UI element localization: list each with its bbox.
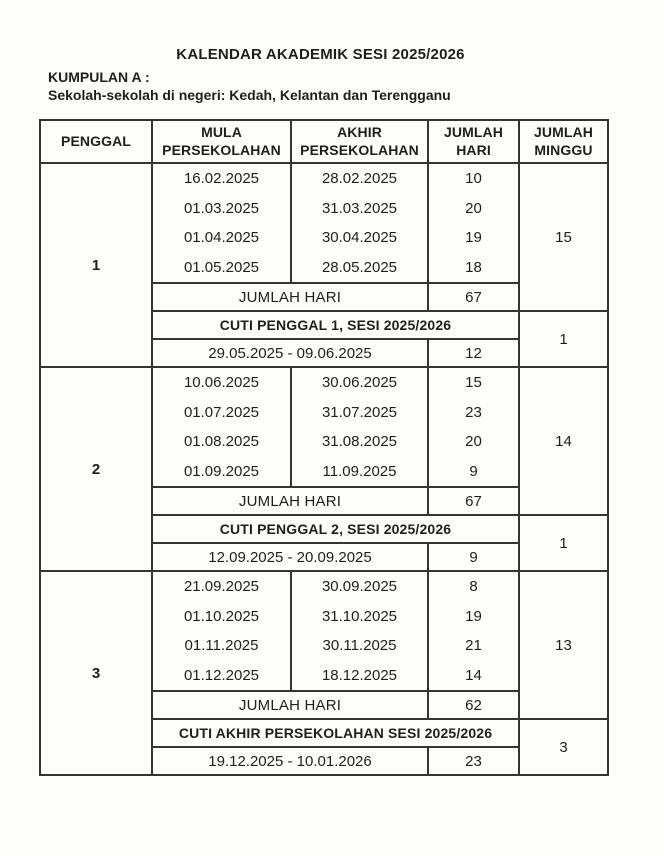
term-2-dates-row [40,367,608,487]
date-value: 01.03.2025 [183,199,260,217]
term-1-number: 1 [40,163,152,367]
date-value: 01.08.2025 [183,433,260,450]
term-3-weeks-total: 13 [519,571,608,719]
date-value: 30.09.2025 [321,578,398,595]
date-value: 31.03.2025 [321,199,398,217]
header-line: MINGGU [534,141,593,158]
days-value: 18 [465,258,482,276]
date-value: 28.05.2025 [321,258,398,276]
date-value: 18.12.2025 [321,666,398,684]
term-1-hari-cell [428,163,519,283]
term-1-holiday-days: 12 [428,339,519,367]
group-label: KUMPULAN A : [48,69,150,85]
header-line: JUMLAH [444,124,503,141]
date-value: 21.09.2025 [183,578,260,595]
date-value: 01.07.2025 [183,403,260,421]
document-header [0,0,663,103]
term-3-akhir-cell [291,571,428,691]
date-value: 30.06.2025 [321,374,398,391]
days-value: 23 [465,403,482,421]
days-value: 19 [465,229,482,246]
days-value: 8 [469,578,478,595]
header-line: AKHIR [337,124,382,141]
header-line: MULA [201,124,242,141]
days-value: 10 [465,170,482,187]
holiday-title: CUTI PENGGAL 2, SESI 2025/2026 [152,515,519,543]
column-header-penggal: PENGGAL [40,120,152,163]
header-line: HARI [456,141,491,158]
term-2-hari-cell [428,367,519,487]
date-value: 10.06.2025 [183,374,260,391]
date-value: 30.04.2025 [321,229,398,246]
holiday-date-range: 29.05.2025 - 09.06.2025 [152,339,428,367]
term-2-weeks-total: 14 [519,367,608,515]
term-3-hari-cell [428,571,519,691]
term-1-days-total: 67 [428,283,519,311]
date-value: 31.07.2025 [321,403,398,421]
date-value: 01.09.2025 [183,462,260,480]
date-value: 01.05.2025 [183,258,260,276]
column-header-akhir [291,120,428,163]
column-header-mula [152,120,291,163]
days-value: 15 [465,374,482,391]
days-value: 21 [465,637,482,654]
term-3-dates-row [40,571,608,691]
date-value: 11.09.2025 [322,462,397,480]
term-2-days-total: 67 [428,487,519,515]
date-value: 31.10.2025 [321,607,398,625]
holiday-title: CUTI PENGGAL 1, SESI 2025/2026 [152,311,519,339]
days-value: 14 [465,666,482,684]
holiday-date-range: 12.09.2025 - 20.09.2025 [152,543,428,571]
states-subtitle: Sekolah-sekolah di negeri: Kedah, Kelantan dan Terengganu [48,87,451,103]
term-2-mula-cell [152,367,291,487]
days-value: 9 [469,462,478,480]
term-1-mula-cell [152,163,291,283]
jumlah-hari-label: JUMLAH HARI [152,487,428,515]
term-3-number: 3 [40,571,152,775]
days-value: 20 [465,433,482,450]
term-1-weeks-total: 15 [519,163,608,311]
term-3-days-total: 62 [428,691,519,719]
date-value: 01.12.2025 [183,666,260,684]
date-value: 28.02.2025 [321,170,398,187]
column-header-jumlah-hari [428,120,519,163]
column-header-jumlah-minggu [519,120,608,163]
term-3-holiday-days: 23 [428,747,519,775]
date-value: 16.02.2025 [183,170,260,187]
term-1-holiday-weeks: 1 [519,311,608,367]
date-value: 31.08.2025 [321,433,398,450]
term-2-number: 2 [40,367,152,571]
term-1-akhir-cell [291,163,428,283]
table-header-row [40,120,608,163]
holiday-title: CUTI AKHIR PERSEKOLAHAN SESI 2025/2026 [152,719,519,747]
jumlah-hari-label: JUMLAH HARI [152,691,428,719]
date-value: 01.11.2025 [184,637,259,654]
date-value: 01.10.2025 [183,607,260,625]
header-line: PERSEKOLAHAN [162,141,281,158]
page-title: KALENDAR AKADEMIK SESI 2025/2026 [176,46,465,63]
term-3-holiday-weeks: 3 [519,719,608,775]
academic-calendar-table [39,119,609,776]
term-1-dates-row [40,163,608,283]
date-value: 30.11.2025 [322,637,397,654]
jumlah-hari-label: JUMLAH HARI [152,283,428,311]
term-2-holiday-days: 9 [428,543,519,571]
term-3-mula-cell [152,571,291,691]
days-value: 19 [465,607,482,625]
holiday-date-range: 19.12.2025 - 10.01.2026 [152,747,428,775]
days-value: 20 [465,199,482,217]
header-line: JUMLAH [534,124,593,141]
date-value: 01.04.2025 [183,229,260,246]
header-line: PERSEKOLAHAN [300,141,419,158]
term-2-holiday-weeks: 1 [519,515,608,571]
term-2-akhir-cell [291,367,428,487]
